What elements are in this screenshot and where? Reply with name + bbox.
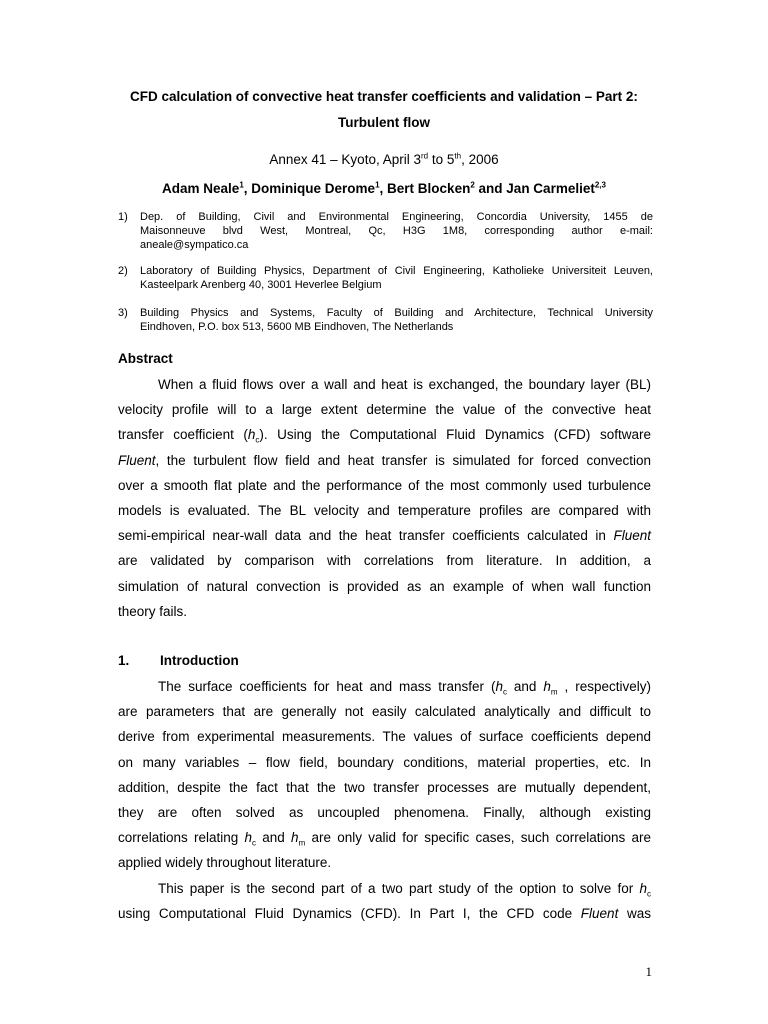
affiliation-number: 2) [118, 265, 128, 277]
page-number: 1 [645, 964, 652, 979]
author-name: Dominique Derome [251, 181, 376, 196]
section-number: 1. [118, 653, 130, 668]
text-line: models is evaluated. The BL velocity and temperature profiles are compared with [118, 502, 651, 518]
conference-sup-rd: rd [420, 151, 429, 161]
introduction-heading [118, 651, 239, 671]
affiliation-line: Dep. of Building, Civil and Environmental Engineering, Concordia University, 1455 de [140, 211, 653, 223]
text-line: over a smooth flat plate and the performance of the most commonly used turbulence [118, 477, 651, 493]
introduction-paragraph-2 [118, 876, 651, 926]
paper-title-line-2: Turbulent flow [338, 115, 430, 130]
text-line: This paper is the second part of a two part study of the option to solve for $h_c$ [158, 881, 651, 899]
text-line: using Computational Fluid Dynamics (CFD). In Part I, the CFD code Fluent was [118, 906, 651, 922]
author-separator: , [243, 181, 252, 196]
text-line: The surface coefficients for heat and mass transfer ($h_c$ and $h_m$ , respectively) [158, 679, 651, 697]
text-line: correlations relating $h_c$ and $h_m$ are only valid for specific cases, such correlations are [118, 830, 651, 848]
author-name: Bert Blocken [387, 181, 471, 196]
text-line: When a fluid flows over a wall and heat is exchanged, the boundary layer (BL) [158, 377, 651, 392]
author-affiliation-mark: 2,3 [594, 180, 606, 190]
affiliation-line: Building Physics and Systems, Faculty of Building and Architecture, Technical University [140, 307, 653, 319]
affiliation-1 [118, 210, 653, 252]
author-name: Adam Neale [162, 181, 240, 196]
section-title: Introduction [160, 653, 239, 668]
text-line: applied widely throughout literature. [118, 855, 332, 871]
author-separator: , [379, 181, 388, 196]
text-line: theory fails. [118, 603, 188, 619]
author-list [100, 176, 668, 202]
text-line: transfer coefficient $(h_c)$. Using the Computational Fluid Dynamics (CFD) software [118, 427, 651, 446]
affiliation-line: Eindhoven, P.O. box 513, 5600 MB Eindhoven, The Netherlands [140, 321, 454, 333]
affiliation-email: aneale@sympatico.ca [140, 239, 249, 251]
affiliation-number: 3) [118, 307, 128, 319]
author-affiliation-mark: 2 [470, 180, 475, 190]
conference-middle: to 5 [428, 152, 455, 167]
affiliation-number: 1) [118, 211, 128, 223]
conference-line [100, 148, 668, 172]
text-line: addition, despite the fact that the two transfer processes are mutually dependent, [118, 779, 651, 795]
affiliation-line: Kasteelpark Arenberg 40, 3001 Heverlee Belgium [140, 279, 382, 291]
introduction-paragraph-1 [118, 674, 651, 876]
text-line: velocity profile will to a large extent determine the value of the convective heat [118, 402, 651, 418]
conference-prefix: Annex 41 – Kyoto, April 3 [269, 152, 421, 167]
conference-sup-th: th [454, 151, 462, 161]
text-line: semi-empirical near-wall data and the heat transfer coefficients calculated in Fluent [118, 528, 651, 544]
text-line: they are often solved as uncoupled phenomena. Finally, although existing [118, 804, 651, 820]
abstract-heading: Abstract [118, 351, 173, 366]
author-separator: and [474, 181, 507, 196]
text-line: derive from experimental measurements. The values of surface coefficients depend [118, 729, 651, 745]
abstract-paragraph [118, 372, 651, 624]
text-line: on many variables – flow field, boundary conditions, material properties, etc. In [118, 754, 651, 770]
affiliation-2 [118, 264, 653, 292]
conference-suffix: , 2006 [461, 152, 499, 167]
author-affiliation-mark: 1 [375, 180, 380, 190]
text-line: Fluent, the turbulent flow field and heat transfer is simulated for forced convection [118, 452, 651, 468]
affiliation-line: Laboratory of Building Physics, Department of Civil Engineering, Katholieke Universiteit Leuven, [140, 265, 653, 277]
text-line: are parameters that are generally not easily calculated analytically and difficult to [118, 704, 651, 720]
text-line: are validated by comparison with correlations from literature. In addition, a [118, 553, 651, 569]
affiliation-line: Maisonneuve blvd West, Montreal, Qc, H3G 1M8, corresponding author e-mail: [140, 225, 653, 237]
affiliation-3 [118, 306, 653, 334]
author-name: Jan Carmeliet [506, 181, 595, 196]
text-line: simulation of natural convection is provided as an example of when wall function [118, 578, 651, 594]
paper-title-line-1: CFD calculation of convective heat transfer coefficients and validation – Part 2: [130, 89, 638, 104]
author-affiliation-mark: 1 [239, 180, 244, 190]
